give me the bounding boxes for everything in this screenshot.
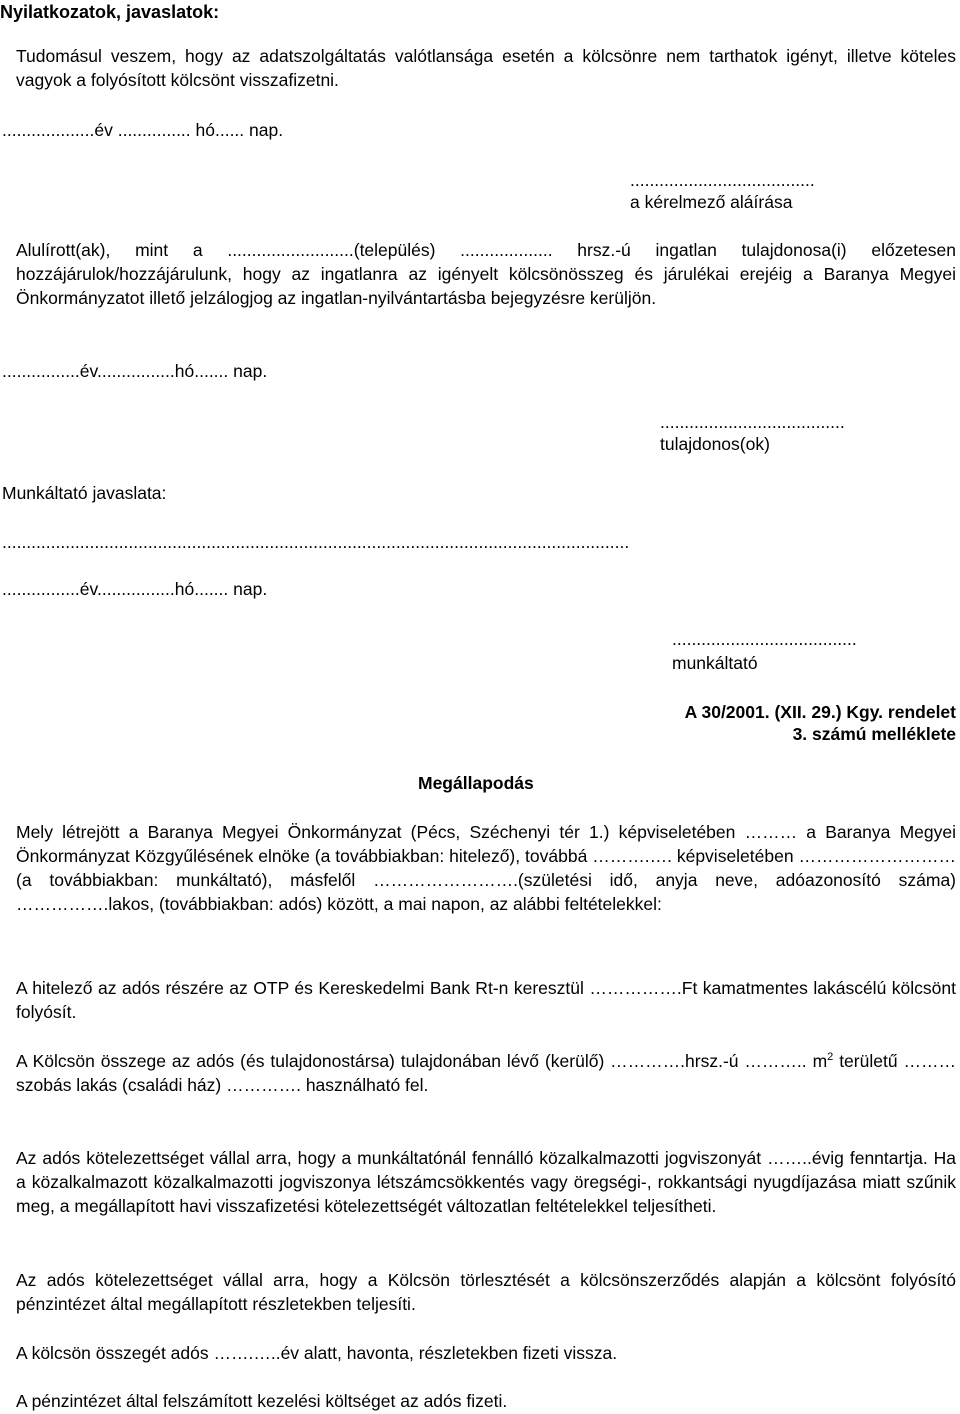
signature-dots-1: ...................................... — [630, 170, 815, 190]
consent-text: Alulírott(ak), mint a ..........................(település) ................... hrsz.-ú ingatlan tulajdonosa(i) előzetesen hozzájárulok/hozzájárulunk, hogy az ingatlanra az igényelt kölcsönösszeg és járulékai erejéig a Baranya Megyei Önkormányzatot illető jelzálogjog az ingatlan-nyilvántartásba bejegyzésre kerüljön. — [16, 240, 956, 308]
paragraph-repayment: Az adós kötelezettséget vállal arra, hogy a Kölcsön törlesztését a kölcsönszerződés alapján a kölcsönt folyósító pénzintézet által megállapított részletekben teljesíti. — [16, 1270, 956, 1314]
date-line-3: ................év................hó....... nap. — [2, 579, 268, 599]
property-text-b: területű ……… szobás lakás (családi ház) …………. használható fel. — [16, 1051, 956, 1095]
statement-text: Tudomásul veszem, hogy az adatszolgáltatás valótlansága esetén a kölcsönre nem tarthatok igényt, illetve köteles vagyok a folyósított kölcsönt visszafizetni. — [16, 46, 956, 90]
paragraph-term: A kölcsön összegét adós …….…..év alatt, havonta, részletekben fizeti vissza. — [16, 1343, 618, 1363]
date-line-1: ...................év ............... hó...... nap. — [2, 120, 284, 140]
signature-dots-2: ...................................... — [660, 412, 845, 432]
signature-label-applicant: a kérelmező aláírása — [630, 192, 793, 212]
paragraph-loan: A hitelező az adós részére az OTP és Kereskedelmi Bank Rt-n keresztül …………….Ft kamatmentes lakáscélú kölcsönt folyósít. — [16, 978, 956, 1022]
paragraph-fees: A pénzintézet által felszámított kezelési költséget az adós fizeti. — [16, 1391, 508, 1411]
property-text-a: A Kölcsön összege az adós (és tulajdonostársa) tulajdonában lévő (kerülő) ………….hrsz.-ú ……….. m — [16, 1051, 828, 1071]
agreement-title: Megállapodás — [418, 773, 534, 793]
signature-label-employer: munkáltató — [672, 653, 758, 673]
section-heading: Nyilatkozatok, javaslatok: — [0, 2, 220, 22]
employer-dots: ................................................................................................................................. — [2, 532, 630, 552]
signature-dots-3: ...................................... — [672, 629, 857, 649]
date-line-2: ................év................hó....... nap. — [2, 361, 268, 381]
regulation-line-2: 3. számú melléklete — [792, 724, 956, 744]
paragraph-property — [16, 1049, 956, 1097]
square-meter-superscript: 2 — [827, 1051, 834, 1064]
paragraph-parties: Mely létrejött a Baranya Megyei Önkormányzat (Pécs, Széchenyi tér 1.) képviseletében ……… a Baranya Megyei Önkormányzat Közgyűlésének elnöke (a továbbiakban: hitelező), továbbá ……….…. képviseletében ……………………… (a továbbiakban: munkáltató), másfelől …………………….(születési idő, anyja neve, adóazonosító száma) …………….lakos, (továbbiakban: adós) között, a mai napon, az alábbi feltételekkel: — [16, 822, 956, 914]
regulation-line-1: A 30/2001. (XII. 29.) Kgy. rendelet — [684, 702, 956, 722]
signature-label-owners: tulajdonos(ok) — [660, 434, 770, 454]
employer-heading: Munkáltató javaslata: — [2, 483, 167, 503]
paragraph-employment: Az adós kötelezettséget vállal arra, hogy a munkáltatónál fennálló közalkalmazotti jogviszonyát ……..évig fenntartja. Ha a közalkalmazott közalkalmazotti jogviszonya létszámcsökkentés vagy öregségi-, rokkantsági nyugdíjazása miatt szűnik meg, a megállapított havi visszafizetési kötelezettségét változatlan feltételekkel teljesítheti. — [16, 1148, 956, 1216]
